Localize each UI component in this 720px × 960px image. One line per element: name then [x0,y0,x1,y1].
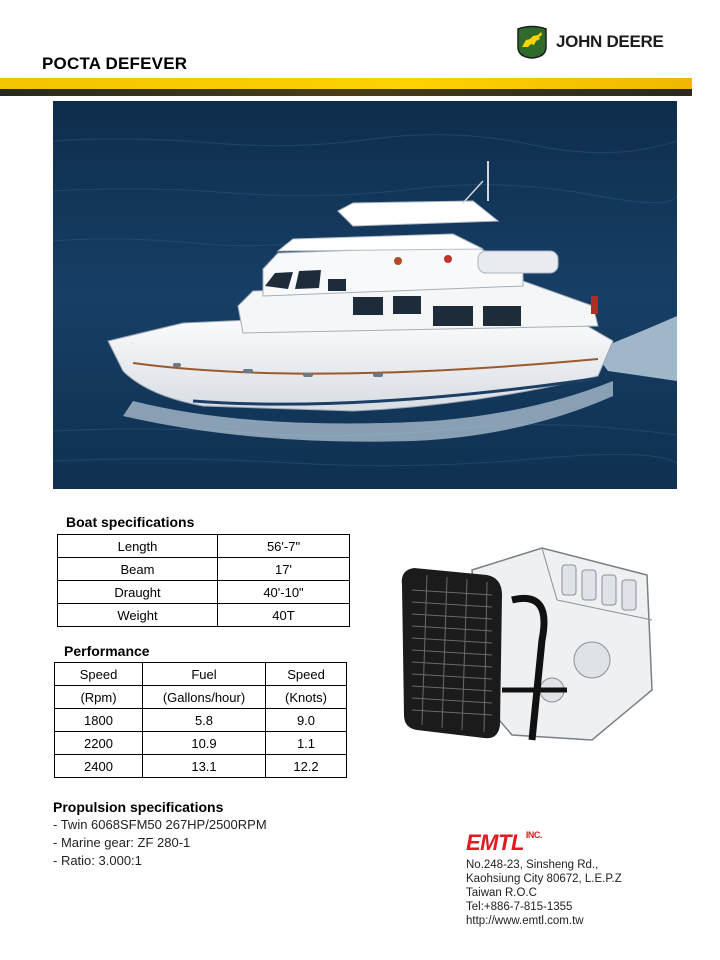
table-cell: 13.1 [143,755,266,778]
table-cell: 9.0 [266,709,347,732]
table-cell: 12.2 [266,755,347,778]
table-row [55,709,347,732]
website-link[interactable]: http://www.emtl.com.tw [466,915,584,927]
company-block [466,830,622,928]
emtl-logo-suffix: INC. [525,830,542,840]
column-header: Speed [55,663,143,686]
table-cell: 2200 [55,732,143,755]
phone-line: Tel:+886-7-815-1355 [466,901,573,913]
table-row [58,535,350,558]
table-row [58,604,350,627]
table-cell: 10.9 [143,732,266,755]
emtl-logo-text: EMTL [466,830,524,855]
john-deere-logo [515,25,664,59]
boat-specs-heading: Boat specifications [66,514,195,530]
table-row [55,732,347,755]
propulsion-section [53,798,267,870]
boat-specs-table [57,534,350,627]
header-dark-bar [0,89,692,96]
table-cell: 1800 [55,709,143,732]
table-row [58,558,350,581]
spec-label: Length [58,535,218,558]
column-header: Fuel [143,663,266,686]
spec-value: 56'-7" [218,535,350,558]
spec-value: 40T [218,604,350,627]
spec-label: Beam [58,558,218,581]
deer-logo-icon [515,25,549,59]
engine-image [392,540,664,762]
table-cell: 1.1 [266,732,347,755]
column-unit: (Knots) [266,686,347,709]
propulsion-line: - Marine gear: ZF 280-1 [53,835,191,850]
performance-heading: Performance [64,643,150,659]
address-line: Taiwan R.O.C [466,887,537,899]
emtl-logo [466,830,622,856]
spec-label: Weight [58,604,218,627]
address-line: Kaohsiung City 80672, L.E.P.Z [466,873,622,885]
table-row [55,755,347,778]
company-address [466,858,622,928]
address-line: No.248-23, Sinsheng Rd., [466,859,599,871]
column-header: Speed [266,663,347,686]
table-header-row [55,663,347,686]
spec-value: 17' [218,558,350,581]
propulsion-line: - Ratio: 3.000:1 [53,853,142,868]
spec-label: Draught [58,581,218,604]
header-yellow-bar [0,78,692,89]
page-title: POCTA DEFEVER [42,54,188,73]
propulsion-line: - Twin 6068SFM50 267HP/2500RPM [53,817,267,832]
performance-table [54,662,347,778]
table-row [58,581,350,604]
boat-photo [53,101,677,489]
table-header-row [55,686,347,709]
table-cell: 2400 [55,755,143,778]
spec-value: 40'-10" [218,581,350,604]
table-cell: 5.8 [143,709,266,732]
propulsion-heading: Propulsion specifications [53,799,224,815]
column-unit: (Gallons/hour) [143,686,266,709]
brand-name: JOHN DEERE [556,32,664,51]
column-unit: (Rpm) [55,686,143,709]
